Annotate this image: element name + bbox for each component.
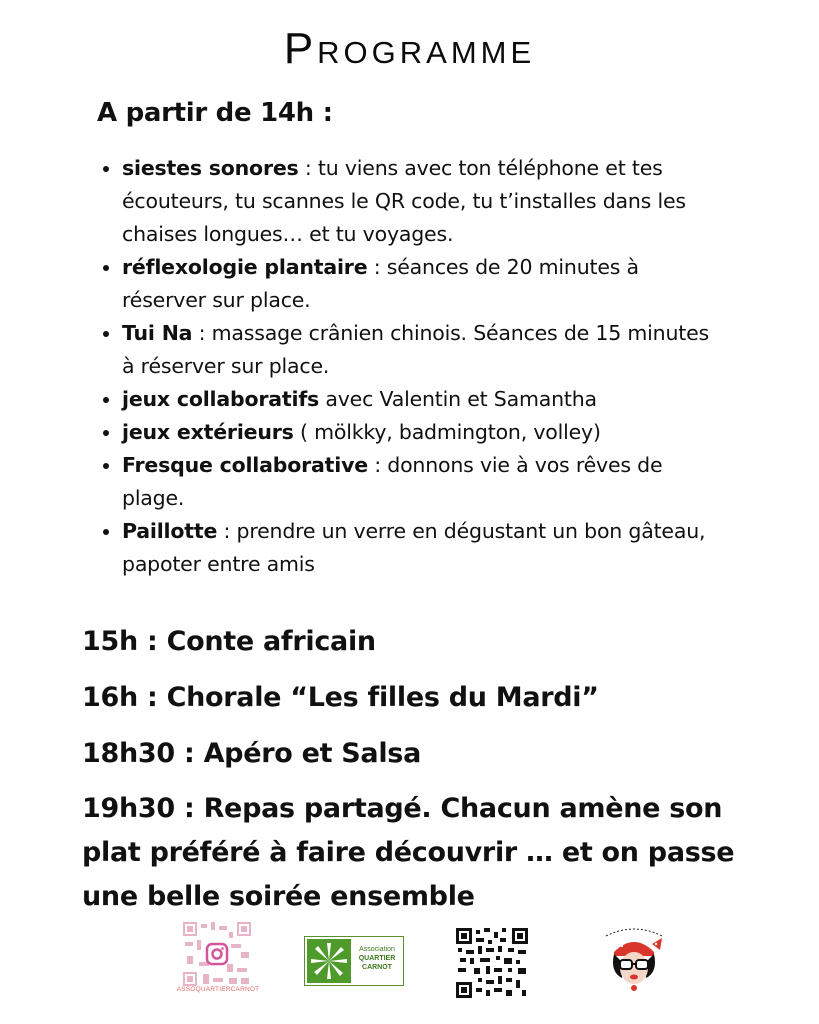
activity-name: jeux collaboratifs [122,387,320,411]
activity-name: réflexologie plantaire [122,255,368,279]
activity-desc: avec Valentin et Samantha [319,387,597,411]
list-item [122,416,722,449]
filles-du-mardi-logo-icon [600,922,668,996]
schedule-item: 19h30 : Repas partagé. Chacun amène son plat préféré à faire découvrir … et on passe une belle soirée ensemble [82,793,735,912]
schedule-item: 15h : Conte africain [82,626,376,657]
section-subtitle: A partir de 14h : [97,98,333,128]
activity-desc: : donnons vie à vos rêves de plage. [122,453,663,510]
activity-name: siestes sonores [122,156,299,180]
activity-name: Tui Na [122,321,193,345]
list-item [122,251,722,317]
footer-logos [0,922,819,1002]
activity-desc: : prendre un verre en dégustant un bon gâteau, papoter entre amis [122,519,706,576]
activity-name: Fresque collaborative [122,453,368,477]
association-logo [304,936,404,986]
list-item [122,383,722,416]
schedule-item: 18h30 : Apéro et Salsa [82,738,421,769]
instagram-qr-code-icon[interactable] [183,922,251,986]
association-line3: CARNOT [362,964,392,971]
activity-desc: : tu viens avec ton téléphone et tes écouteurs, tu scannes le QR code, tu t’installes dans les chaises longues… et tu voyages. [122,156,686,246]
association-line2: QUARTIER [358,955,396,962]
activity-name: jeux extérieurs [122,420,294,444]
list-item [122,317,722,383]
activity-list [92,152,722,581]
activity-desc: : massage crânien chinois. Séances de 15 minutes à réserver sur place. [122,321,709,378]
activity-desc: ( mölkky, badmington, volley) [293,420,601,444]
activity-name: Paillotte [122,519,218,543]
association-line1: Association [359,946,395,953]
qr-code-icon[interactable] [456,928,528,998]
activity-desc: : séances de 20 minutes à réserver sur place. [122,255,639,312]
list-item [122,449,722,515]
list-item [122,152,722,251]
schedule-item: 16h : Chorale “Les filles du Mardi” [82,682,599,713]
instagram-handle: ASSOQUARTIERCARNOT [176,986,260,993]
list-item [122,515,722,581]
association-star-icon [307,939,351,983]
page-title: Programme [283,24,536,73]
